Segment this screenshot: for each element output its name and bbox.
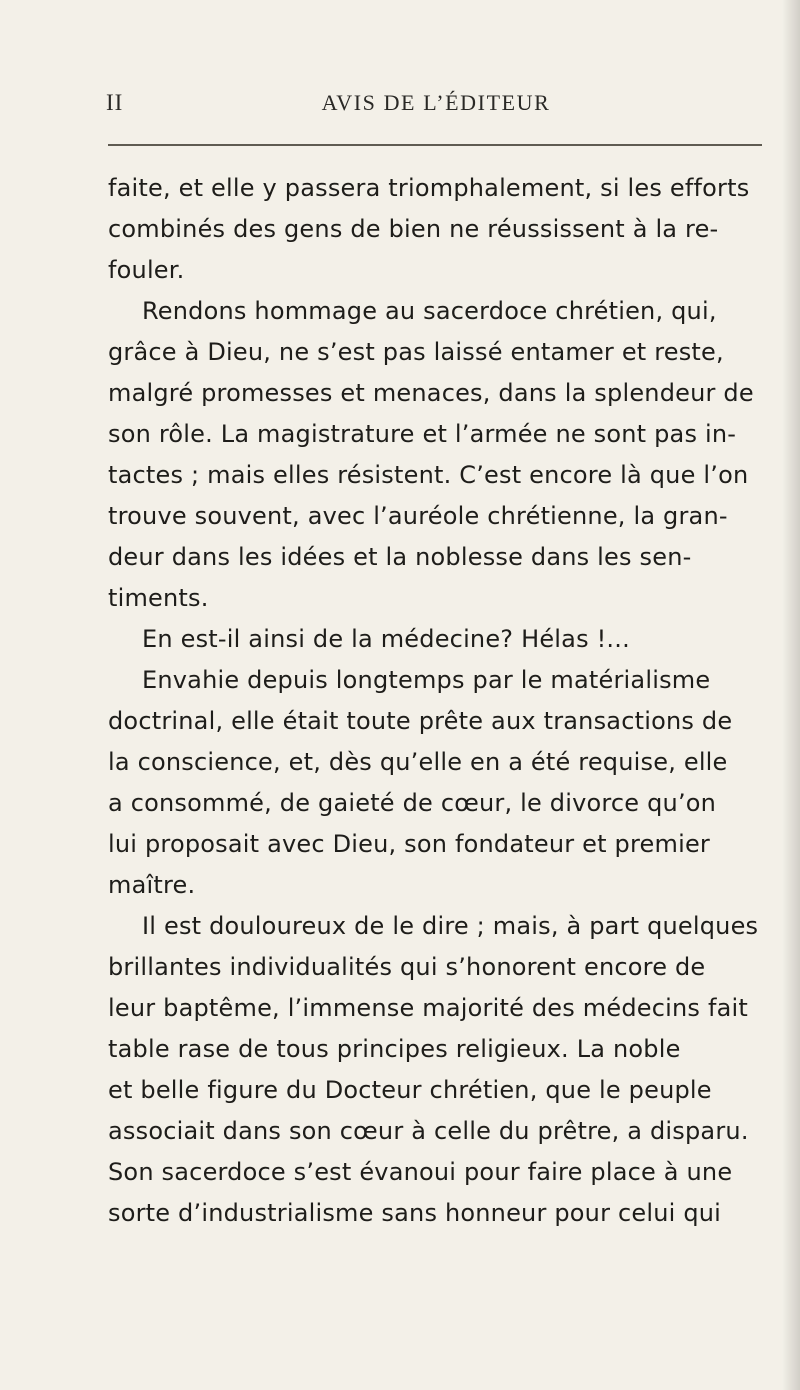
page-number: II bbox=[106, 90, 124, 115]
paragraph-start-line: Rendons hommage au sacerdoce chrétien, qui, bbox=[142, 297, 717, 325]
text-line: doctrinal, elle était toute prête aux transactions de bbox=[108, 707, 733, 735]
text-line: la conscience, et, dès qu’elle en a été requise, elle bbox=[108, 748, 728, 776]
text-line: brillantes individualités qui s’honorent encore de bbox=[108, 953, 706, 981]
text-line: et belle figure du Docteur chrétien, que le peuple bbox=[108, 1076, 712, 1104]
text-line: combinés des gens de bien ne réussissent à la re- bbox=[108, 215, 719, 243]
text-line: trouve souvent, avec l’auréole chrétienne, la gran- bbox=[108, 502, 728, 530]
text-line: son rôle. La magistrature et l’armée ne sont pas in- bbox=[108, 420, 737, 448]
text-line: tactes ; mais elles résistent. C’est encore là que l’on bbox=[108, 461, 749, 489]
paragraph-start-line: Il est douloureux de le dire ; mais, à part quelques bbox=[142, 912, 759, 940]
text-line: malgré promesses et menaces, dans la splendeur de bbox=[108, 379, 754, 407]
text-line: table rase de tous principes religieux. La noble bbox=[108, 1035, 681, 1063]
page-edge-shadow bbox=[782, 0, 800, 1390]
text-line: faite, et elle y passera triomphalement, si les efforts bbox=[108, 174, 750, 202]
text-line: leur baptême, l’immense majorité des médecins fait bbox=[108, 994, 748, 1022]
text-line: grâce à Dieu, ne s’est pas laissé entamer et reste, bbox=[108, 338, 724, 366]
text-line: sorte d’industrialisme sans honneur pour celui qui bbox=[108, 1199, 722, 1227]
running-head: AVIS DE L’ÉDITEUR bbox=[321, 90, 551, 115]
text-line: timents. bbox=[108, 584, 209, 612]
paragraph-start-line: Envahie depuis longtemps par le matérialisme bbox=[142, 666, 711, 694]
text-line: a consommé, de gaieté de cœur, le divorce qu’on bbox=[108, 789, 717, 817]
text-line: lui proposait avec Dieu, son fondateur et premier bbox=[108, 830, 710, 858]
text-line: fouler. bbox=[108, 256, 185, 284]
text-line: associait dans son cœur à celle du prêtre, a disparu. bbox=[108, 1117, 749, 1145]
body-text bbox=[108, 168, 788, 1234]
page-header bbox=[106, 90, 766, 130]
paragraph-start-line: En est-il ainsi de la médecine? Hélas !... bbox=[142, 625, 630, 653]
text-line: deur dans les idées et la noblesse dans les sen- bbox=[108, 543, 692, 571]
text-line: maître. bbox=[108, 871, 196, 899]
text-line: Son sacerdoce s’est évanoui pour faire place à une bbox=[108, 1158, 733, 1186]
header-rule bbox=[108, 144, 762, 146]
